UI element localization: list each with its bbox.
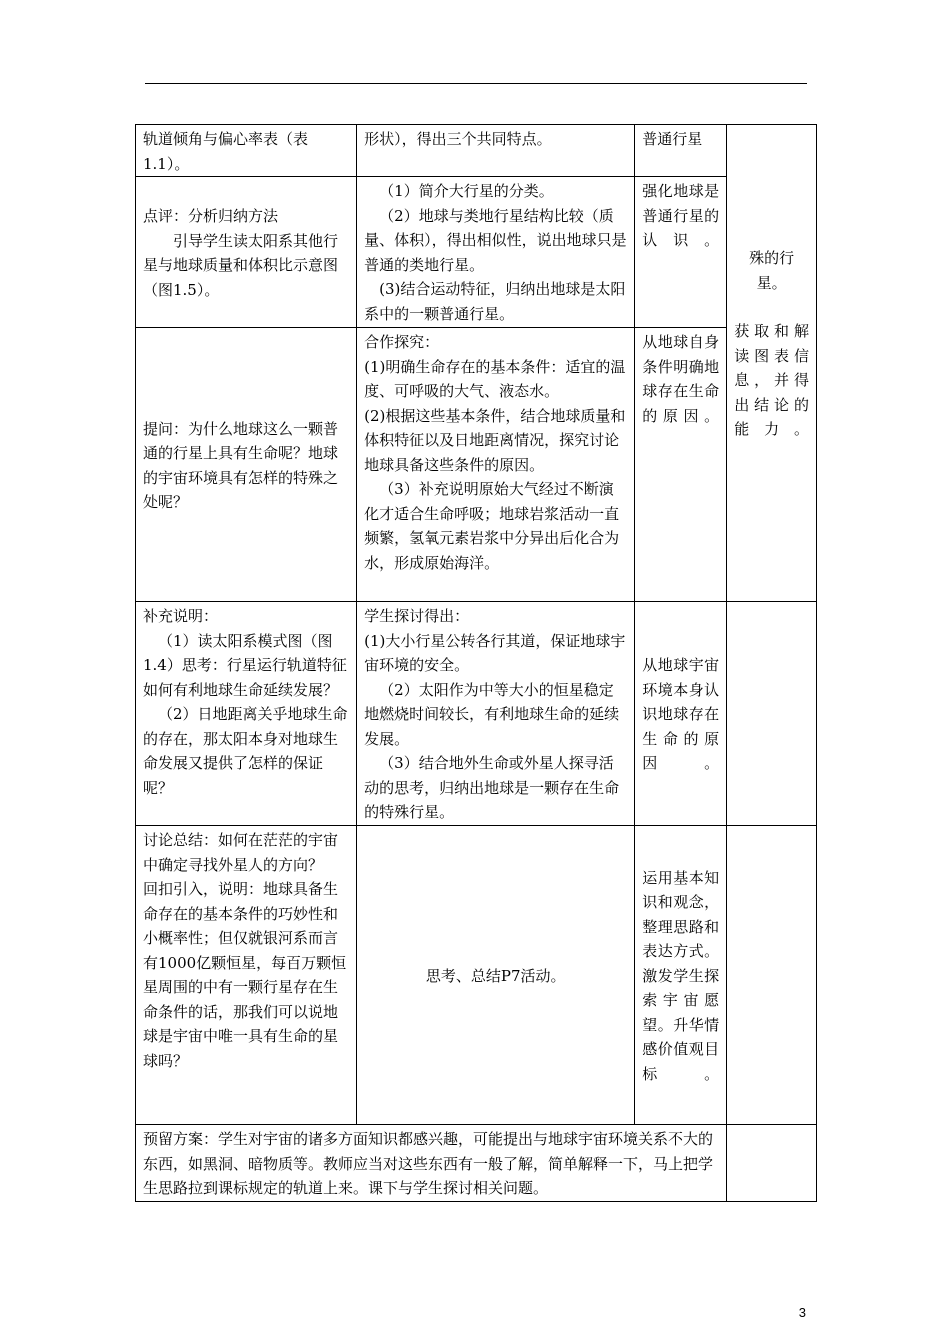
cell-text: 回扣引入，说明：地球具备生命存在的基本条件的巧妙性和小概率性；但仅就银河系而言有1000亿颗恒星，每百万颗恒星周围的中有一颗行星存在生命条件的话，那我们可以说地球是宇宙中唯一具有生命的星球吗？ [143,880,347,1070]
cell-text: (2)根据这些基本条件，结合地球质量和体积特征以及日地距离情况，探究讨论地球具备这些条件的原因。 [364,406,626,474]
cell-text: 激发学生探索宇宙愿望。升华情感价值观目标。 [642,966,720,1083]
goal-side-cell [727,125,817,602]
design-intent-cell [635,125,727,177]
cell-text: （2）日地距离关乎地球生命的存在，那太阳本身对地球生命发展又提供了怎样的保证呢？ [143,705,348,797]
cell-text: 形状），得出三个共同特点。 [364,130,552,148]
cell-text: 从地球自身条件明确地球存在生命的原因。 [642,333,720,425]
side-note-text: 获取和解读图表信息，并得出结论的能力。 [734,322,809,439]
cell-text: 思考、总结P7活动。 [425,966,566,985]
cell-text: （3）补充说明原始大气经过不断演化才适合生命呼吸；地球岩浆活动一直频繁，氢氧元素岩浆中分异出后化合为水，形成原始海洋。 [364,480,620,572]
student-activity-cell [357,125,635,177]
cell-text: 合作探究： [364,333,440,351]
cell-text: (3)结合运动特征，归纳出地球是太阳系中的一颗普通行星。 [364,280,626,323]
student-activity-cell [357,328,635,602]
teacher-activity-cell [136,602,357,826]
cell-text: 提问：为什么地球这么一颗普通的行星上具有生命呢？地球的宇宙环境具有怎样的特殊之处呢？ [143,419,339,511]
cell-text: (1)明确生命存在的基本条件：适宜的温度、可呼吸的大气、液态水。 [364,357,626,400]
cell-text: （2）地球与类地行星结构比较（质量、体积），得出相似性，说出地球只是普通的类地行星。 [364,206,627,274]
cell-text: 学生探讨得出： [364,607,470,625]
table-row [136,1125,817,1202]
table-row [136,602,817,826]
cell-text: 从地球宇宙环境本身认识地球存在生命的原因。 [642,656,720,773]
goal-side-cell [727,826,817,1125]
cell-text: 普通行星 [642,130,703,148]
design-intent-cell [635,826,727,1125]
cell-text: （3）结合地外生命或外星人探寻活动的思考，归纳出地球是一颗存在生命的特殊行星。 [364,754,620,821]
goal-side-cell [727,1125,817,1202]
design-intent-cell [635,177,727,328]
cell-text: （1）简介大行星的分类。 [379,182,554,200]
cell-text: 运用基本知识和观念，整理思路和表达方式。 [642,868,720,961]
cell-text: （1）读太阳系模式图（图1.4）思考：行星运行轨道特征如何有利地球生命延续发展？ [143,631,347,699]
page-number: 3 [798,1305,806,1320]
reserve-plan-text: 预留方案：学生对宇宙的诸多方面知识都感兴趣，可能提出与地球宇宙环境关系不大的东西，如黑洞、暗物质等。教师应当对这些东西有一般了解，简单解释一下，马上把学生思路拉到课标规定的轨道上来。课下与学生探讨相关问题。 [143,1130,714,1197]
table-row [136,328,817,602]
lesson-plan-table [135,124,817,1202]
student-activity-cell [357,177,635,328]
goal-side-cell [727,602,817,826]
cell-text: 轨道倾角与偏心率表（表1.1）。 [143,130,309,173]
cell-text: （2）太阳作为中等大小的恒星稳定地燃烧时间较长，有利地球生命的延续发展。 [364,680,620,748]
cell-text: 点评：分析归纳方法 [143,207,279,225]
cell-text: 补充说明： [143,607,219,625]
cell-text: 强化地球是普通行星的认识。 [642,182,720,249]
student-activity-cell [357,826,635,1125]
cell-text: 讨论总结：如何在茫茫的宇宙中确定寻找外星人的方向？ [143,831,339,874]
teacher-activity-cell [136,177,357,328]
teacher-activity-cell [136,826,357,1125]
table-row [136,125,817,177]
teacher-activity-cell [136,328,357,602]
design-intent-cell [635,328,727,602]
table-row [136,826,817,1125]
table-row [136,177,817,328]
student-activity-cell [357,602,635,826]
header-rule [145,83,807,84]
reserve-plan-cell [136,1125,727,1202]
design-intent-cell [635,602,727,826]
cell-text: (1)大小行星公转各行其道，保证地球宇宙环境的安全。 [364,631,626,674]
teacher-activity-cell [136,125,357,177]
cell-text: 引导学生读太阳系其他行星与地球质量和体积比示意图（图1.5）。 [143,231,339,299]
side-note-text: 殊的行星。 [749,249,795,292]
